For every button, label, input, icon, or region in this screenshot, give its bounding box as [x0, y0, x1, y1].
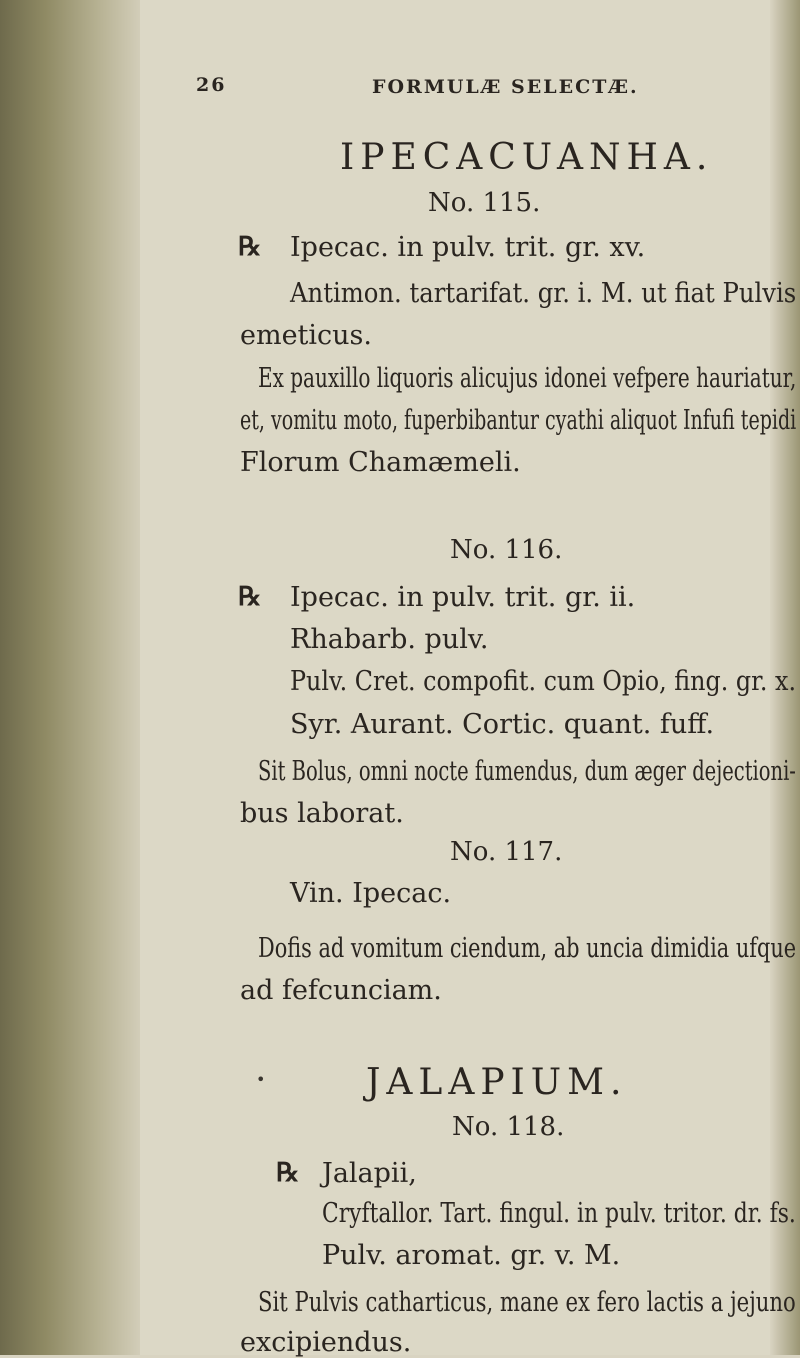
rx-symbol: ℞ [238, 232, 262, 262]
recipe-line: bus laborat. [240, 798, 404, 829]
recipe-line: ad fefcunciam. [240, 975, 442, 1006]
recipe-line: Ipecac. in pulv. trit. gr. ii. [290, 582, 636, 613]
rx-symbol: ℞ [276, 1158, 300, 1188]
rx-symbol: ℞ [238, 582, 262, 612]
recipe-number-118: No. 118. [452, 1112, 565, 1142]
recipe-line: Pulv. Cret. compofit. cum Opio, fing. gr. x. [290, 666, 797, 697]
recipe-line: Antimon. tartarifat. gr. i. M. ut fiat Pulvis [290, 278, 797, 309]
recipe-line: Sit Pulvis catharticus, mane ex fero lactis a jejuno [258, 1287, 796, 1318]
page-number: 26 [196, 74, 227, 96]
section-title-ipecacuanha: IPECACUANHA. [340, 137, 714, 178]
running-title: FORMULÆ SELECTÆ. [372, 76, 639, 98]
recipe-line: Dofis ad vomitum ciendum, ab uncia dimidia ufque [258, 933, 797, 964]
recipe-line: Rhabarb. pulv. [290, 624, 489, 655]
recipe-number-116: No. 116. [450, 535, 563, 565]
recipe-line: Sit Bolus, omni nocte fumendus, dum æger dejectioni- [258, 756, 796, 787]
recipe-line: emeticus. [240, 320, 372, 351]
recipe-number-117: No. 117. [450, 837, 563, 867]
recipe-line: Pulv. aromat. gr. v. M. [322, 1240, 621, 1271]
recipe-line: Ipecac. in pulv. trit. gr. xv. [290, 232, 646, 263]
recipe-line: Syr. Aurant. Cortic. quant. fuff. [290, 709, 715, 740]
scan-shadow-left [0, 0, 150, 1355]
recipe-number-115: No. 115. [428, 188, 541, 218]
recipe-line: Florum Chamæmeli. [240, 447, 521, 478]
recipe-line: Ex pauxillo liquoris alicujus idonei vefpere hauriatur, [258, 363, 797, 394]
ink-speck: • [256, 1070, 266, 1089]
section-title-jalapium: JALAPIUM. [366, 1062, 628, 1103]
recipe-line: et, vomitu moto, fuperbibantur cyathi aliquot Infufi tepidi [240, 405, 797, 436]
recipe-line: Cryftallor. Tart. fingul. in pulv. tritor. dr. fs. [322, 1198, 796, 1229]
recipe-line: Vin. Ipecac. [290, 878, 452, 909]
recipe-line: Jalapii, [322, 1158, 417, 1189]
recipe-line: excipiendus. [240, 1327, 412, 1358]
